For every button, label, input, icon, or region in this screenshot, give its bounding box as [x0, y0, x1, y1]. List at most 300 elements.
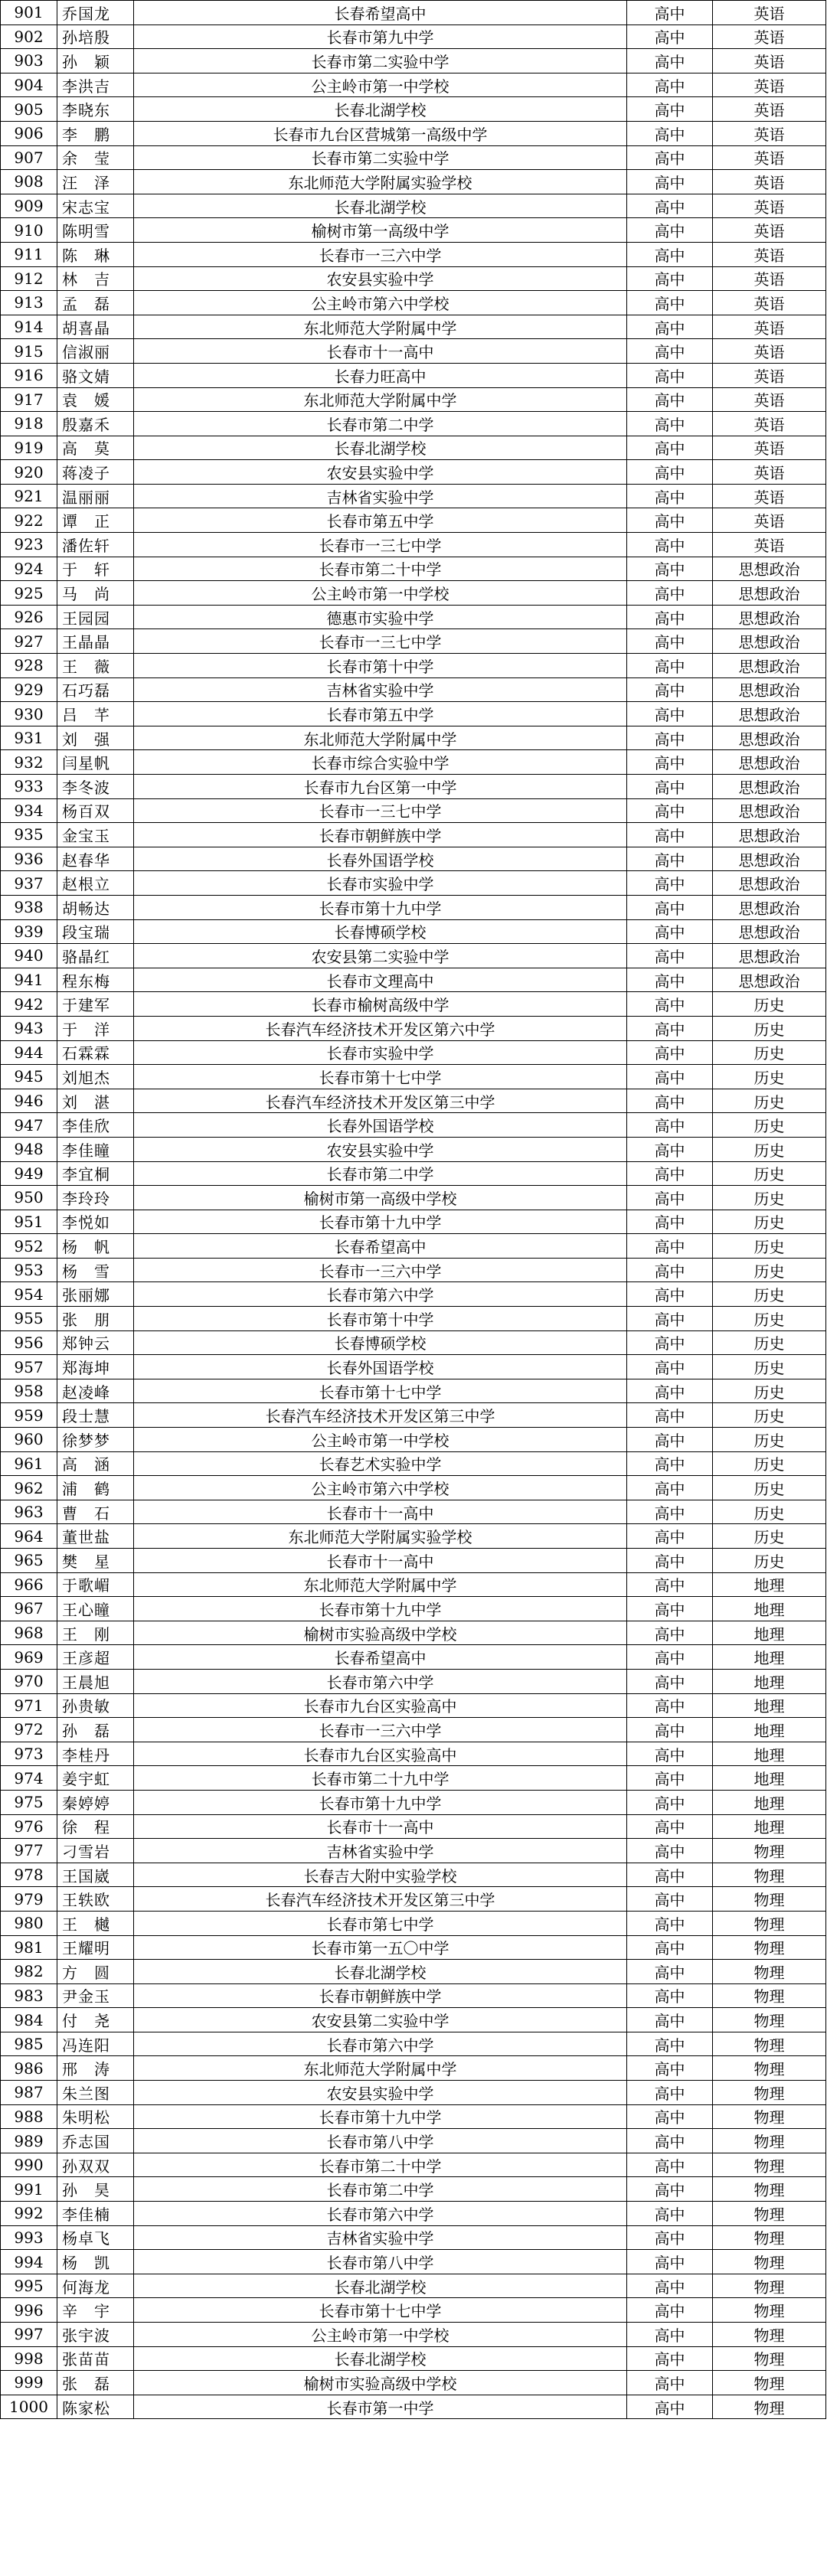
table-row	[1, 1693, 826, 1718]
subject-cell: 思想政治	[713, 726, 826, 750]
table-row	[1, 895, 826, 919]
row-number-cell: 999	[1, 2371, 57, 2395]
subject-cell: 物理	[713, 2202, 826, 2226]
table-row	[1, 1669, 826, 1693]
school-level-cell: 高中	[627, 1500, 713, 1524]
row-number-cell: 932	[1, 750, 57, 775]
school-level-cell: 高中	[627, 1863, 713, 1887]
table-row	[1, 145, 826, 170]
school-name-cell: 长春市第七中学	[134, 1911, 627, 1935]
teacher-name-cell: 王园园	[57, 605, 134, 629]
table-row	[1, 97, 826, 122]
subject-cell: 物理	[713, 1839, 826, 1863]
table-row	[1, 581, 826, 606]
school-level-cell: 高中	[627, 1065, 713, 1089]
school-name-cell: 长春市朝鲜族中学	[134, 823, 627, 847]
row-number-cell: 954	[1, 1282, 57, 1307]
teacher-name-cell: 汪 泽	[57, 170, 134, 194]
table-row	[1, 1572, 826, 1597]
subject-cell: 物理	[713, 2032, 826, 2056]
school-level-cell: 高中	[627, 919, 713, 944]
school-level-cell: 高中	[627, 1307, 713, 1331]
row-number-cell: 990	[1, 2153, 57, 2177]
table-row	[1, 315, 826, 339]
subject-cell: 英语	[713, 49, 826, 73]
teacher-name-cell: 李晓东	[57, 97, 134, 122]
teacher-name-cell: 于歌嵋	[57, 1572, 134, 1597]
school-name-cell: 长春市九台区营城第一高级中学	[134, 121, 627, 145]
table-row	[1, 460, 826, 485]
school-name-cell: 长春市第六中学	[134, 2032, 627, 2056]
school-name-cell: 长春市十一高中	[134, 1500, 627, 1524]
school-level-cell: 高中	[627, 533, 713, 557]
teacher-name-cell: 付 尧	[57, 2008, 134, 2032]
row-number-cell: 982	[1, 1960, 57, 1984]
subject-cell: 英语	[713, 121, 826, 145]
school-level-cell: 高中	[627, 1355, 713, 1379]
school-name-cell: 长春市第六中学	[134, 1282, 627, 1307]
subject-cell: 地理	[713, 1718, 826, 1742]
table-row	[1, 1960, 826, 1984]
subject-cell: 思想政治	[713, 798, 826, 823]
row-number-cell: 927	[1, 629, 57, 654]
subject-cell: 历史	[713, 1355, 826, 1379]
school-name-cell: 长春汽车经济技术开发区第三中学	[134, 1089, 627, 1113]
teacher-name-cell: 程东梅	[57, 968, 134, 992]
row-number-cell: 916	[1, 363, 57, 387]
school-name-cell: 长春市一三七中学	[134, 533, 627, 557]
school-level-cell: 高中	[627, 2225, 713, 2250]
subject-cell: 物理	[713, 2346, 826, 2371]
school-name-cell: 长春市第十九中学	[134, 1597, 627, 1621]
table-row	[1, 49, 826, 73]
table-row	[1, 1597, 826, 1621]
table-row	[1, 2298, 826, 2323]
school-name-cell: 长春北湖学校	[134, 97, 627, 122]
school-name-cell: 长春市十一高中	[134, 1549, 627, 1573]
school-level-cell: 高中	[627, 2177, 713, 2202]
table-row	[1, 24, 826, 49]
table-row	[1, 1186, 826, 1210]
row-number-cell: 987	[1, 2081, 57, 2105]
row-number-cell: 930	[1, 702, 57, 726]
row-number-cell: 996	[1, 2298, 57, 2323]
row-number-cell: 960	[1, 1428, 57, 1452]
subject-cell: 思想政治	[713, 895, 826, 919]
row-number-cell: 934	[1, 798, 57, 823]
school-name-cell: 长春市第十九中学	[134, 2104, 627, 2129]
row-number-cell: 928	[1, 654, 57, 678]
row-number-cell: 971	[1, 1693, 57, 1718]
table-row	[1, 170, 826, 194]
school-name-cell: 公主岭市第一中学校	[134, 1428, 627, 1452]
row-number-cell: 910	[1, 218, 57, 243]
teacher-name-cell: 段士慧	[57, 1403, 134, 1428]
school-level-cell: 高中	[627, 24, 713, 49]
school-level-cell: 高中	[627, 871, 713, 896]
school-name-cell: 吉林省实验中学	[134, 2225, 627, 2250]
school-name-cell: 长春北湖学校	[134, 1960, 627, 1984]
subject-cell: 物理	[713, 2153, 826, 2177]
teacher-name-cell: 王 刚	[57, 1621, 134, 1645]
table-row	[1, 2346, 826, 2371]
table-row	[1, 2274, 826, 2298]
table-row	[1, 121, 826, 145]
school-name-cell: 长春外国语学校	[134, 847, 627, 871]
row-number-cell: 965	[1, 1549, 57, 1573]
teacher-name-cell: 殷嘉禾	[57, 412, 134, 436]
teacher-name-cell: 李佳欣	[57, 1113, 134, 1138]
teacher-name-cell: 乔志国	[57, 2129, 134, 2153]
row-number-cell: 935	[1, 823, 57, 847]
teacher-name-cell: 浦 鹤	[57, 1476, 134, 1500]
subject-cell: 地理	[713, 1693, 826, 1718]
teacher-name-cell: 袁 媛	[57, 387, 134, 412]
school-name-cell: 长春市一三七中学	[134, 629, 627, 654]
teacher-name-cell: 张丽娜	[57, 1282, 134, 1307]
row-number-cell: 961	[1, 1451, 57, 1476]
table-row	[1, 1887, 826, 1912]
school-level-cell: 高中	[627, 2056, 713, 2081]
school-name-cell: 长春市第五中学	[134, 702, 627, 726]
teacher-name-cell: 杨 凯	[57, 2250, 134, 2274]
subject-cell: 思想政治	[713, 750, 826, 775]
subject-cell: 思想政治	[713, 968, 826, 992]
row-number-cell: 913	[1, 291, 57, 315]
school-name-cell: 农安县实验中学	[134, 266, 627, 291]
teacher-name-cell: 邢 涛	[57, 2056, 134, 2081]
row-number-cell: 919	[1, 436, 57, 460]
school-level-cell: 高中	[627, 2008, 713, 2032]
table-row	[1, 2081, 826, 2105]
row-number-cell: 967	[1, 1597, 57, 1621]
teacher-name-cell: 王晨旭	[57, 1669, 134, 1693]
table-row	[1, 1089, 826, 1113]
subject-cell: 思想政治	[713, 605, 826, 629]
subject-cell: 历史	[713, 1524, 826, 1549]
school-level-cell: 高中	[627, 968, 713, 992]
teacher-name-cell: 于建军	[57, 992, 134, 1017]
subject-cell: 历史	[713, 1016, 826, 1040]
subject-cell: 英语	[713, 97, 826, 122]
subject-cell: 地理	[713, 1572, 826, 1597]
table-row	[1, 2177, 826, 2202]
school-level-cell: 高中	[627, 1210, 713, 1234]
school-name-cell: 长春市第十七中学	[134, 2298, 627, 2323]
row-number-cell: 941	[1, 968, 57, 992]
school-level-cell: 高中	[627, 2202, 713, 2226]
row-number-cell: 980	[1, 1911, 57, 1935]
subject-cell: 物理	[713, 2129, 826, 2153]
school-name-cell: 长春市一三六中学	[134, 1718, 627, 1742]
school-level-cell: 高中	[627, 73, 713, 97]
table-row	[1, 823, 826, 847]
row-number-cell: 940	[1, 944, 57, 968]
school-name-cell: 长春汽车经济技术开发区第三中学	[134, 1887, 627, 1912]
school-name-cell: 榆树市实验高级中学校	[134, 2371, 627, 2395]
row-number-cell: 939	[1, 919, 57, 944]
table-row	[1, 1645, 826, 1670]
subject-cell: 历史	[713, 1549, 826, 1573]
school-name-cell: 长春吉大附中实验学校	[134, 1863, 627, 1887]
row-number-cell: 995	[1, 2274, 57, 2298]
teacher-name-cell: 王 樾	[57, 1911, 134, 1935]
table-row	[1, 1355, 826, 1379]
school-level-cell: 高中	[627, 97, 713, 122]
teacher-name-cell: 冯连阳	[57, 2032, 134, 2056]
school-level-cell: 高中	[627, 1814, 713, 1839]
subject-cell: 历史	[713, 1186, 826, 1210]
row-number-cell: 970	[1, 1669, 57, 1693]
school-level-cell: 高中	[627, 1960, 713, 1984]
table-row	[1, 1040, 826, 1065]
table-row	[1, 266, 826, 291]
school-name-cell: 榆树市第一高级中学校	[134, 1186, 627, 1210]
school-level-cell: 高中	[627, 702, 713, 726]
row-number-cell: 968	[1, 1621, 57, 1645]
school-name-cell: 东北师范大学附属中学	[134, 726, 627, 750]
teacher-name-cell: 赵凌峰	[57, 1379, 134, 1403]
teacher-name-cell: 孙 颖	[57, 49, 134, 73]
school-level-cell: 高中	[627, 2129, 713, 2153]
teacher-name-cell: 高 涵	[57, 1451, 134, 1476]
teacher-name-cell: 李 鹏	[57, 121, 134, 145]
table-row	[1, 1524, 826, 1549]
school-level-cell: 高中	[627, 363, 713, 387]
teacher-name-cell: 刘旭杰	[57, 1065, 134, 1089]
teacher-name-cell: 陈 琳	[57, 242, 134, 266]
subject-cell: 思想政治	[713, 847, 826, 871]
row-number-cell: 951	[1, 1210, 57, 1234]
table-row	[1, 484, 826, 508]
row-number-cell: 997	[1, 2323, 57, 2347]
row-number-cell: 985	[1, 2032, 57, 2056]
teacher-name-cell: 李佳楠	[57, 2202, 134, 2226]
school-level-cell: 高中	[627, 1234, 713, 1259]
table-row	[1, 750, 826, 775]
school-level-cell: 高中	[627, 2371, 713, 2395]
teacher-name-cell: 赵根立	[57, 871, 134, 896]
table-row	[1, 1330, 826, 1355]
row-number-cell: 905	[1, 97, 57, 122]
teacher-name-cell: 何海龙	[57, 2274, 134, 2298]
subject-cell: 物理	[713, 2395, 826, 2419]
row-number-cell: 955	[1, 1307, 57, 1331]
subject-cell: 英语	[713, 460, 826, 485]
teacher-name-cell: 李悦如	[57, 1210, 134, 1234]
teacher-name-cell: 张宇波	[57, 2323, 134, 2347]
table-row	[1, 1814, 826, 1839]
subject-cell: 历史	[713, 1428, 826, 1452]
row-number-cell: 949	[1, 1161, 57, 1186]
school-level-cell: 高中	[627, 944, 713, 968]
teacher-name-cell: 李佳瞳	[57, 1137, 134, 1161]
school-name-cell: 长春市第十七中学	[134, 1065, 627, 1089]
table-row	[1, 1016, 826, 1040]
school-level-cell: 高中	[627, 1451, 713, 1476]
teacher-name-cell: 董世盐	[57, 1524, 134, 1549]
teacher-name-cell: 宋志宝	[57, 194, 134, 218]
school-level-cell: 高中	[627, 170, 713, 194]
row-number-cell: 943	[1, 1016, 57, 1040]
subject-cell: 物理	[713, 1911, 826, 1935]
row-number-cell: 952	[1, 1234, 57, 1259]
row-number-cell: 984	[1, 2008, 57, 2032]
subject-cell: 英语	[713, 339, 826, 364]
school-level-cell: 高中	[627, 1549, 713, 1573]
row-number-cell: 953	[1, 1258, 57, 1282]
subject-cell: 英语	[713, 315, 826, 339]
subject-cell: 历史	[713, 1330, 826, 1355]
row-number-cell: 944	[1, 1040, 57, 1065]
school-name-cell: 长春市第十九中学	[134, 895, 627, 919]
school-name-cell: 长春市综合实验中学	[134, 750, 627, 775]
table-row	[1, 291, 826, 315]
row-number-cell: 922	[1, 508, 57, 533]
school-level-cell: 高中	[627, 2274, 713, 2298]
school-level-cell: 高中	[627, 1718, 713, 1742]
subject-cell: 历史	[713, 1210, 826, 1234]
school-level-cell: 高中	[627, 339, 713, 364]
table-row	[1, 1161, 826, 1186]
school-name-cell: 长春市第九中学	[134, 24, 627, 49]
row-number-cell: 972	[1, 1718, 57, 1742]
table-row	[1, 508, 826, 533]
subject-cell: 物理	[713, 1935, 826, 1960]
school-level-cell: 高中	[627, 895, 713, 919]
subject-cell: 英语	[713, 242, 826, 266]
school-level-cell: 高中	[627, 1258, 713, 1282]
subject-cell: 英语	[713, 266, 826, 291]
school-name-cell: 长春市榆树高级中学	[134, 992, 627, 1017]
school-name-cell: 长春艺术实验中学	[134, 1451, 627, 1476]
teacher-name-cell: 段宝瑞	[57, 919, 134, 944]
table-row	[1, 436, 826, 460]
row-number-cell: 911	[1, 242, 57, 266]
table-row	[1, 1621, 826, 1645]
subject-cell: 历史	[713, 1258, 826, 1282]
school-level-cell: 高中	[627, 1645, 713, 1670]
table-row	[1, 2225, 826, 2250]
table-row	[1, 194, 826, 218]
teacher-name-cell: 王耀明	[57, 1935, 134, 1960]
table-row	[1, 2032, 826, 2056]
school-level-cell: 高中	[627, 2153, 713, 2177]
subject-cell: 英语	[713, 194, 826, 218]
row-number-cell: 908	[1, 170, 57, 194]
table-row	[1, 1500, 826, 1524]
school-level-cell: 高中	[627, 1016, 713, 1040]
school-level-cell: 高中	[627, 654, 713, 678]
school-name-cell: 长春市十一高中	[134, 1814, 627, 1839]
school-level-cell: 高中	[627, 145, 713, 170]
school-level-cell: 高中	[627, 557, 713, 581]
row-number-cell: 973	[1, 1742, 57, 1766]
subject-cell: 英语	[713, 484, 826, 508]
teacher-name-cell: 吕 芊	[57, 702, 134, 726]
school-level-cell: 高中	[627, 1935, 713, 1960]
school-level-cell: 高中	[627, 315, 713, 339]
subject-cell: 英语	[713, 170, 826, 194]
subject-cell: 思想政治	[713, 871, 826, 896]
school-name-cell: 长春市一三六中学	[134, 1258, 627, 1282]
teacher-name-cell: 李洪吉	[57, 73, 134, 97]
school-name-cell: 长春市第十中学	[134, 1307, 627, 1331]
table-body	[1, 1, 826, 2419]
table-row	[1, 2056, 826, 2081]
school-level-cell: 高中	[627, 291, 713, 315]
school-level-cell: 高中	[627, 1428, 713, 1452]
subject-cell: 历史	[713, 1307, 826, 1331]
school-level-cell: 高中	[627, 1790, 713, 1814]
school-level-cell: 高中	[627, 1597, 713, 1621]
school-name-cell: 榆树市第一高级中学	[134, 218, 627, 243]
school-level-cell: 高中	[627, 266, 713, 291]
table-row	[1, 919, 826, 944]
school-level-cell: 高中	[627, 242, 713, 266]
school-name-cell: 长春市九台区实验高中	[134, 1693, 627, 1718]
table-row	[1, 1790, 826, 1814]
school-level-cell: 高中	[627, 1379, 713, 1403]
row-number-cell: 907	[1, 145, 57, 170]
school-name-cell: 吉林省实验中学	[134, 1839, 627, 1863]
row-number-cell: 929	[1, 677, 57, 702]
subject-cell: 英语	[713, 533, 826, 557]
school-level-cell: 高中	[627, 2323, 713, 2347]
subject-cell: 历史	[713, 1282, 826, 1307]
table-row	[1, 557, 826, 581]
school-level-cell: 高中	[627, 436, 713, 460]
subject-cell: 物理	[713, 2298, 826, 2323]
school-level-cell: 高中	[627, 2346, 713, 2371]
teacher-name-cell: 于 轩	[57, 557, 134, 581]
table-row	[1, 1935, 826, 1960]
row-number-cell: 978	[1, 1863, 57, 1887]
row-number-cell: 986	[1, 2056, 57, 2081]
row-number-cell: 989	[1, 2129, 57, 2153]
teacher-name-cell: 张 磊	[57, 2371, 134, 2395]
subject-cell: 历史	[713, 992, 826, 1017]
school-level-cell: 高中	[627, 992, 713, 1017]
teacher-name-cell: 刁雪岩	[57, 1839, 134, 1863]
school-name-cell: 公主岭市第六中学校	[134, 291, 627, 315]
school-level-cell: 高中	[627, 1330, 713, 1355]
subject-cell: 英语	[713, 508, 826, 533]
school-name-cell: 长春市朝鲜族中学	[134, 1983, 627, 2008]
teacher-name-cell: 潘佐轩	[57, 533, 134, 557]
row-number-cell: 904	[1, 73, 57, 97]
subject-cell: 历史	[713, 1234, 826, 1259]
teacher-name-cell: 孙贵敏	[57, 1693, 134, 1718]
teacher-name-cell: 孙 昊	[57, 2177, 134, 2202]
table-row	[1, 871, 826, 896]
school-name-cell: 长春北湖学校	[134, 436, 627, 460]
teacher-name-cell: 朱兰图	[57, 2081, 134, 2105]
school-level-cell: 高中	[627, 1693, 713, 1718]
teacher-name-cell: 姜宇虹	[57, 1766, 134, 1791]
row-number-cell: 903	[1, 49, 57, 73]
subject-cell: 物理	[713, 2081, 826, 2105]
school-name-cell: 长春市第二中学	[134, 412, 627, 436]
subject-cell: 思想政治	[713, 629, 826, 654]
school-name-cell: 农安县实验中学	[134, 460, 627, 485]
school-level-cell: 高中	[627, 508, 713, 533]
row-number-cell: 938	[1, 895, 57, 919]
teacher-name-cell: 骆晶红	[57, 944, 134, 968]
subject-cell: 思想政治	[713, 581, 826, 606]
school-name-cell: 长春博硕学校	[134, 1330, 627, 1355]
subject-cell: 英语	[713, 291, 826, 315]
